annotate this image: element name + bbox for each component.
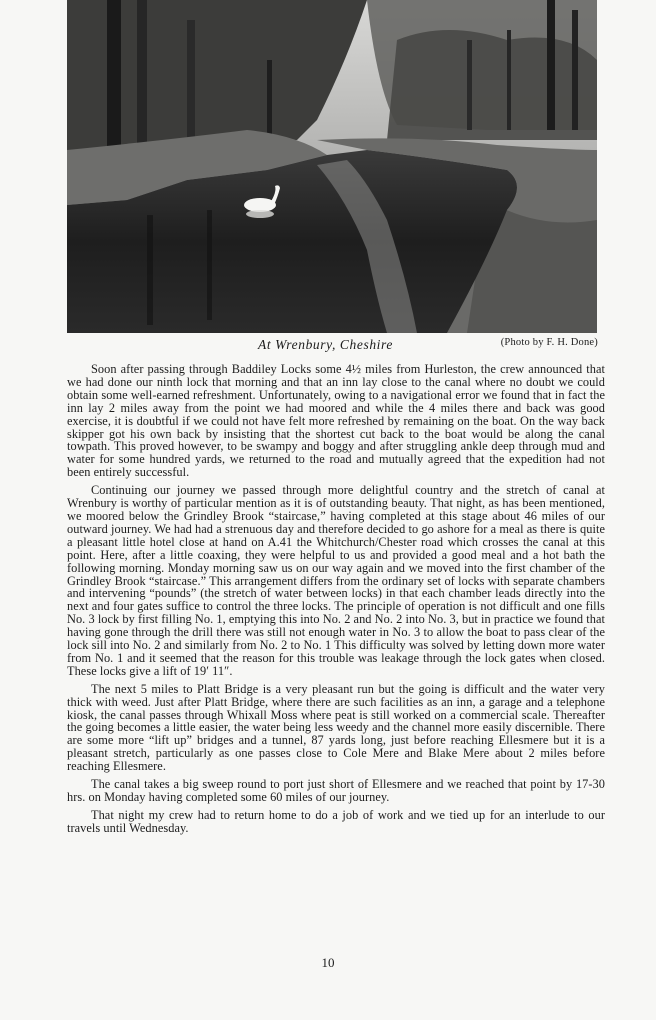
canal-swan-image [67, 0, 597, 333]
paragraph-interlude: That night my crew had to return home to do a job of work and we tied up for an interlude to our travels until Wednesday. [67, 807, 605, 835]
paragraph-grindley-brook: Continuing our journey we passed through more delightful country and the stretch of canal at Wrenbury is worthy of particular mention as it is of outstanding beauty. That night, as has been mentioned, we moored below the Grindley Brook “staircase,” having completed at this stage about 46 miles of our outward journey. We had had a strenuous day and therefore decided to go ashore for a meal as there is quite a pleasant little hotel close at hand on A.41 the Whitchurch/Chester road which crosses the canal at this point. Here, after a little coaxing, they were helpful to us and provided a good meal and a hot bath the following morning. Monday morning saw us on our way again and we moved into the first chamber of the Grindley Brook “staircase.” This arrangement differs from the ordinary set of locks with separate chambers and intervening “pounds” (the stretch of water between locks) in that each chamber leads directly into the next and four gates suffice to control the three locks. The principle of operation is not difficult and one fills No. 3 lock by first filling No. 1, emptying this into No. 2 and No. 2 into No. 3, but in practice we found that having gone through the drill there was still not enough water in No. 3 to allow the boat to pass clear of the lock sill into No. 2 and similarly from No. 2 to No. 1 This difficulty was solved by letting down more water from No. 1 and it seemed that the reason for this trouble was leakage through the lock gates when closed. These locks give a lift of 19′ 11″. [67, 483, 605, 678]
canal-photograph [67, 0, 597, 333]
article-body [67, 363, 605, 840]
photo-caption [0, 336, 656, 356]
paragraph-baddiley-locks: Soon after passing through Baddiley Locks some 4½ miles from Hurleston, the crew announced that we had done our ninth lock that morning and that an inn lay close to the canal where no doubt we could obtain some well-earned refreshment. Unfortunately, owing to a navigational error we found that in fact the inn lay 2 miles away from the point we had moored and while the 4 miles there and back was good exercise, it is doubtful if we could not have felt more refreshed by remaining on the boat. On the way back skipper got his own back by insisting that the shortest cut back to the boat would be along the canal towpath. This proved however, to be swampy and boggy and after struggling ankle deep through mud and water for some hundred yards, we returned to the road and mutually agreed that the expedition had not been entirely successful. [67, 362, 605, 480]
paragraph-platt-bridge: The next 5 miles to Platt Bridge is a very pleasant run but the going is difficult and the water very thick with weed. Just after Platt Bridge, where there are such facilities as an inn, a garage and a telephone kiosk, the canal passes through Whixall Moss where peat is still worked on a commercial scale. Thereafter the going becomes a little easier, the water being less weedy and the channel more easily discernible. There are some more “lift up” bridges and a tunnel, 87 yards long, just before reaching Ellesmere but it is a pleasant stretch, particularly as one passes close to Cole Mere and Blake Mere about 2 miles before reaching Ellesmere. [67, 681, 605, 774]
page-number: 10 [321, 955, 335, 970]
caption-title: At Wrenbury, Cheshire [258, 337, 393, 352]
photo-credit: (Photo by F. H. Done) [500, 337, 598, 348]
paragraph-ellesmere: The canal takes a big sweep round to port just short of Ellesmere and we reached that point by 17-30 hrs. on Monday having completed some 60 miles of our journey. [67, 777, 605, 804]
